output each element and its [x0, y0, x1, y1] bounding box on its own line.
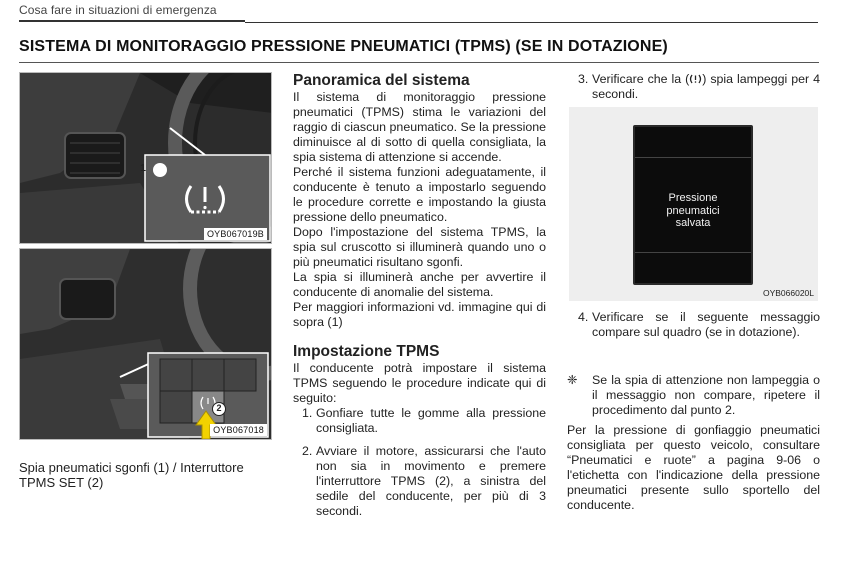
paragraph: Dopo l'impostazione del sistema TPMS, la spia sul cruscotto si illuminerà quando uno o più pneumatici risultano sgonfi.	[293, 225, 546, 269]
tpms-icon	[689, 74, 702, 84]
callout-number-2: 2	[216, 403, 222, 413]
callout-number-1: 1	[140, 163, 146, 174]
display-message: Pressione pneumatici salvata	[666, 192, 720, 229]
right-column-top	[578, 72, 820, 102]
list-item: 4. Verificare se il seguente messaggio compare sul quadro (se in dotazione).	[578, 310, 820, 339]
figure-caption: Spia pneumatici sgonfi (1) / Interruttore TPMS SET (2)	[19, 460, 244, 490]
paragraph: Il sistema di monitoraggio pressione pneumatici (TPMS) stima le variazioni del raggio di ciascun pneumatico. Se la pressione diminuisce al di sotto di quella consigliata, la spia sistema di attenzione si accende.	[293, 90, 546, 164]
paragraph: La spia si illuminerà anche per avvertire il conducente di anomalie del sistema.	[293, 270, 546, 299]
header-rule	[245, 22, 818, 23]
paragraph: Perché il sistema funzioni adeguatamente, il conducente è tenuto a impostarlo seguendo le procedure corrette e impostando la giusta pressione dello pneumatico.	[293, 165, 546, 224]
dashboard-photo	[19, 72, 272, 244]
closing-paragraph: Per la pressione di gonfiaggio pneumatici consigliata per questo veicolo, consultare “Pneumatici e ruote” a pagina 9-06 o l'etichetta con l'indicazione della pressione pneumatici presente sullo sportello del conducente.	[567, 423, 820, 512]
figure-code: OYB066020L	[762, 288, 814, 298]
switch-photo	[19, 248, 272, 440]
list-item: 3. Verificare che la ( ) spia lampeggi per 4 secondi.	[578, 72, 820, 101]
figure-code: OYB067019B	[204, 228, 267, 240]
figure-code: OYB067018	[210, 424, 267, 436]
breadcrumb-underline	[19, 20, 245, 22]
title-rule	[19, 62, 819, 63]
note: ❈ Se la spia di attenzione non lampeggia o il messaggio non compare, ripetere il procedimento dal punto 2.	[567, 373, 820, 417]
breadcrumb: Cosa fare in situazioni di emergenza	[19, 3, 217, 17]
list-item: 1. Gonfiare tutte le gomme alla pressione consigliata.	[302, 406, 546, 435]
paragraph: Il conducente potrà impostare il sistema TPMS seguendo le procedure indicate qui di seguito:	[293, 361, 546, 405]
paragraph: Per maggiori informazioni vd. immagine qui di sopra (1)	[293, 300, 546, 329]
steps-list	[293, 406, 546, 519]
note-block	[567, 373, 820, 513]
switch-illustration	[20, 249, 272, 440]
note-symbol-icon: ❈	[567, 373, 578, 387]
dashboard-illustration	[20, 73, 272, 244]
middle-column	[293, 72, 546, 519]
page-title: SISTEMA DI MONITORAGGIO PRESSIONE PNEUMATICI (TPMS) (SE IN DOTAZIONE)	[19, 38, 668, 55]
list-item: 2. Avviare il motore, assicurarsi che l'auto non sia in movimento e premere l'interruttore TPMS (2), a sinistra del sedile del conducente, per più di 3 secondi.	[302, 444, 546, 518]
cluster-display	[633, 125, 753, 285]
cluster-display-figure	[569, 107, 818, 301]
right-column-bottom	[578, 310, 820, 340]
section-heading-overview: Panoramica del sistema	[293, 72, 470, 89]
section-heading-setup: Impostazione TPMS	[293, 343, 440, 360]
